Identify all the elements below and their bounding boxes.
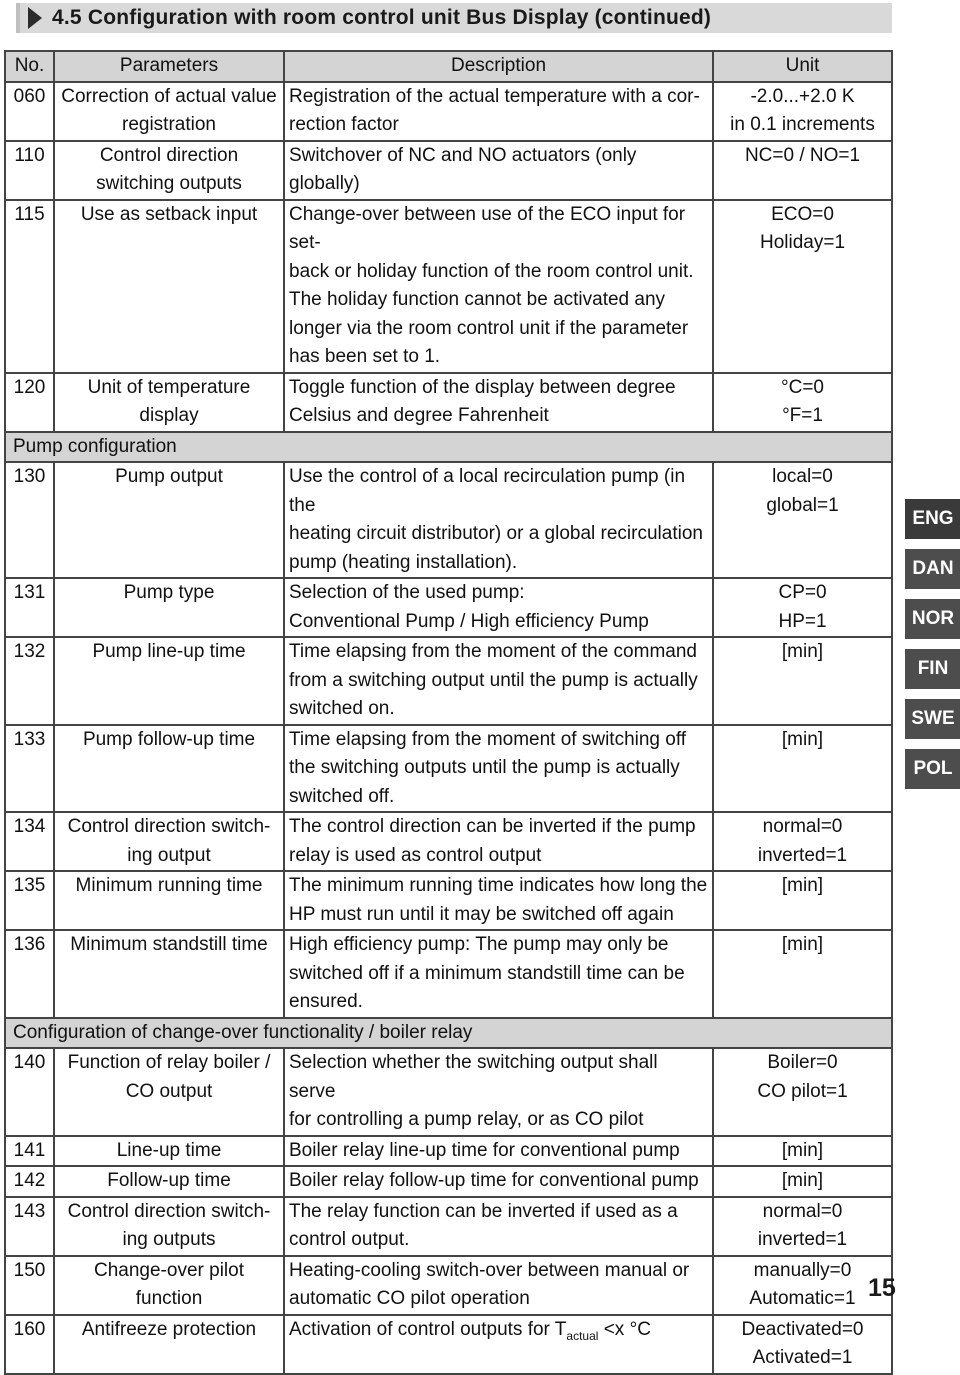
cell-description: The control direction can be inverted if the pump relay is used as control output — [284, 812, 713, 871]
cell-parameter: Pump follow-up time — [54, 725, 284, 813]
cell-unit: [min] — [713, 725, 892, 813]
cell-number: 133 — [5, 725, 54, 813]
header-description: Description — [284, 51, 713, 82]
description-subscript: actual — [566, 1328, 599, 1343]
cell-description: Registration of the actual temperature with a cor- rection factor — [284, 82, 713, 141]
language-tab-fin[interactable]: FIN — [905, 649, 960, 689]
cell-description: Heating-cooling switch-over between manual or automatic CO pilot operation — [284, 1256, 713, 1315]
cell-number: 136 — [5, 930, 54, 1018]
header-bar — [6, 3, 20, 33]
header-parameters: Parameters — [54, 51, 284, 82]
cell-number: 140 — [5, 1048, 54, 1136]
cell-parameter: Pump output — [54, 462, 284, 578]
cell-unit: local=0 global=1 — [713, 462, 892, 578]
cell-unit: [min] — [713, 1136, 892, 1167]
cell-number: 060 — [5, 82, 54, 141]
cell-parameter: Change-over pilot function — [54, 1256, 284, 1315]
cell-description — [284, 1315, 713, 1374]
language-tab-swe[interactable]: SWE — [905, 699, 960, 739]
section-title: 4.5 Configuration with room control unit Bus Display (continued) — [52, 6, 712, 29]
cell-parameter: Antifreeze protection — [54, 1315, 284, 1374]
table-row — [5, 1048, 892, 1136]
cell-number: 141 — [5, 1136, 54, 1167]
parameter-table — [4, 50, 893, 1375]
cell-description: Switchover of NC and NO actuators (only globally) — [284, 141, 713, 200]
cell-number: 142 — [5, 1166, 54, 1197]
cell-description: Time elapsing from the moment of switching off the switching outputs until the pump is actually switched off. — [284, 725, 713, 813]
cell-unit: CP=0 HP=1 — [713, 578, 892, 637]
cell-description: Selection of the used pump: Conventional Pump / High efficiency Pump — [284, 578, 713, 637]
cell-number: 130 — [5, 462, 54, 578]
cell-number: 132 — [5, 637, 54, 725]
cell-unit: Deactivated=0 Activated=1 — [713, 1315, 892, 1374]
cell-parameter: Minimum standstill time — [54, 930, 284, 1018]
cell-description: Boiler relay follow-up time for conventional pump — [284, 1166, 713, 1197]
cell-unit: NC=0 / NO=1 — [713, 141, 892, 200]
section-label: Configuration of change-over functionality / boiler relay — [5, 1018, 892, 1049]
cell-number: 150 — [5, 1256, 54, 1315]
cell-parameter: Unit of temperature display — [54, 373, 284, 432]
table-row — [5, 1136, 892, 1167]
table-row — [5, 1315, 892, 1374]
cell-parameter: Pump line-up time — [54, 637, 284, 725]
cell-parameter: Pump type — [54, 578, 284, 637]
cell-number: 135 — [5, 871, 54, 930]
table-row — [5, 200, 892, 373]
cell-unit: [min] — [713, 637, 892, 725]
cell-parameter: Use as setback input — [54, 200, 284, 373]
cell-parameter: Control direction switch- ing outputs — [54, 1197, 284, 1256]
table-body — [5, 82, 892, 1374]
cell-unit: [min] — [713, 1166, 892, 1197]
section-row — [5, 432, 892, 463]
language-tab-dan[interactable]: DAN — [905, 549, 960, 589]
cell-parameter: Minimum running time — [54, 871, 284, 930]
table-row — [5, 82, 892, 141]
cell-unit: normal=0 inverted=1 — [713, 812, 892, 871]
table-row — [5, 812, 892, 871]
cell-description: Time elapsing from the moment of the command from a switching output until the pump is actually switched on. — [284, 637, 713, 725]
section-header — [6, 3, 892, 33]
cell-description: Change-over between use of the ECO input for set- back or holiday function of the room control unit. The holiday function cannot be activated any longer via the room control unit if the parameter has been set to 1. — [284, 200, 713, 373]
page-number: 15 — [868, 1274, 896, 1302]
cell-number: 143 — [5, 1197, 54, 1256]
description-tail: <x °C — [598, 1318, 651, 1340]
table-row — [5, 930, 892, 1018]
cell-number: 134 — [5, 812, 54, 871]
cell-parameter: Control direction switch- ing output — [54, 812, 284, 871]
cell-parameter: Correction of actual value registration — [54, 82, 284, 141]
table-row — [5, 725, 892, 813]
table-row — [5, 141, 892, 200]
cell-parameter: Function of relay boiler / CO output — [54, 1048, 284, 1136]
table-row — [5, 373, 892, 432]
cell-number: 115 — [5, 200, 54, 373]
cell-unit: manually=0 Automatic=1 — [713, 1256, 892, 1315]
cell-description: The minimum running time indicates how long the HP must run until it may be switched off again — [284, 871, 713, 930]
cell-unit: °C=0 °F=1 — [713, 373, 892, 432]
section-label: Pump configuration — [5, 432, 892, 463]
cell-description: Boiler relay line-up time for conventional pump — [284, 1136, 713, 1167]
cell-description: High efficiency pump: The pump may only be switched off if a minimum standstill time can be ensured. — [284, 930, 713, 1018]
cell-description: Use the control of a local recirculation pump (in the heating circuit distributor) or a global recirculation pump (heating installation). — [284, 462, 713, 578]
cell-parameter: Control direction switching outputs — [54, 141, 284, 200]
table-row — [5, 871, 892, 930]
cell-description: Selection whether the switching output shall serve for controlling a pump relay, or as CO pilot — [284, 1048, 713, 1136]
cell-number: 120 — [5, 373, 54, 432]
cell-number: 160 — [5, 1315, 54, 1374]
cell-description: Toggle function of the display between degree Celsius and degree Fahrenheit — [284, 373, 713, 432]
cell-number: 131 — [5, 578, 54, 637]
cell-unit: -2.0...+2.0 K in 0.1 increments — [713, 82, 892, 141]
description-text: Activation of control outputs for T — [289, 1318, 567, 1340]
section-row — [5, 1018, 892, 1049]
table-header-row — [5, 51, 892, 82]
header-unit: Unit — [713, 51, 892, 82]
table-row — [5, 578, 892, 637]
cell-unit: [min] — [713, 871, 892, 930]
table-row — [5, 1256, 892, 1315]
triangle-arrow-icon — [28, 7, 42, 29]
table-row — [5, 462, 892, 578]
cell-number: 110 — [5, 141, 54, 200]
language-tab-pol[interactable]: POL — [905, 749, 960, 789]
cell-unit: normal=0 inverted=1 — [713, 1197, 892, 1256]
cell-unit: Boiler=0 CO pilot=1 — [713, 1048, 892, 1136]
cell-parameter: Follow-up time — [54, 1166, 284, 1197]
table-row — [5, 1197, 892, 1256]
language-tab-eng[interactable]: ENG — [905, 499, 960, 539]
language-tab-nor[interactable]: NOR — [905, 599, 960, 639]
table-row — [5, 1166, 892, 1197]
table-row — [5, 637, 892, 725]
cell-description: The relay function can be inverted if used as a control output. — [284, 1197, 713, 1256]
header-no: No. — [5, 51, 54, 82]
cell-unit: ECO=0 Holiday=1 — [713, 200, 892, 373]
cell-parameter: Line-up time — [54, 1136, 284, 1167]
cell-unit: [min] — [713, 930, 892, 1018]
